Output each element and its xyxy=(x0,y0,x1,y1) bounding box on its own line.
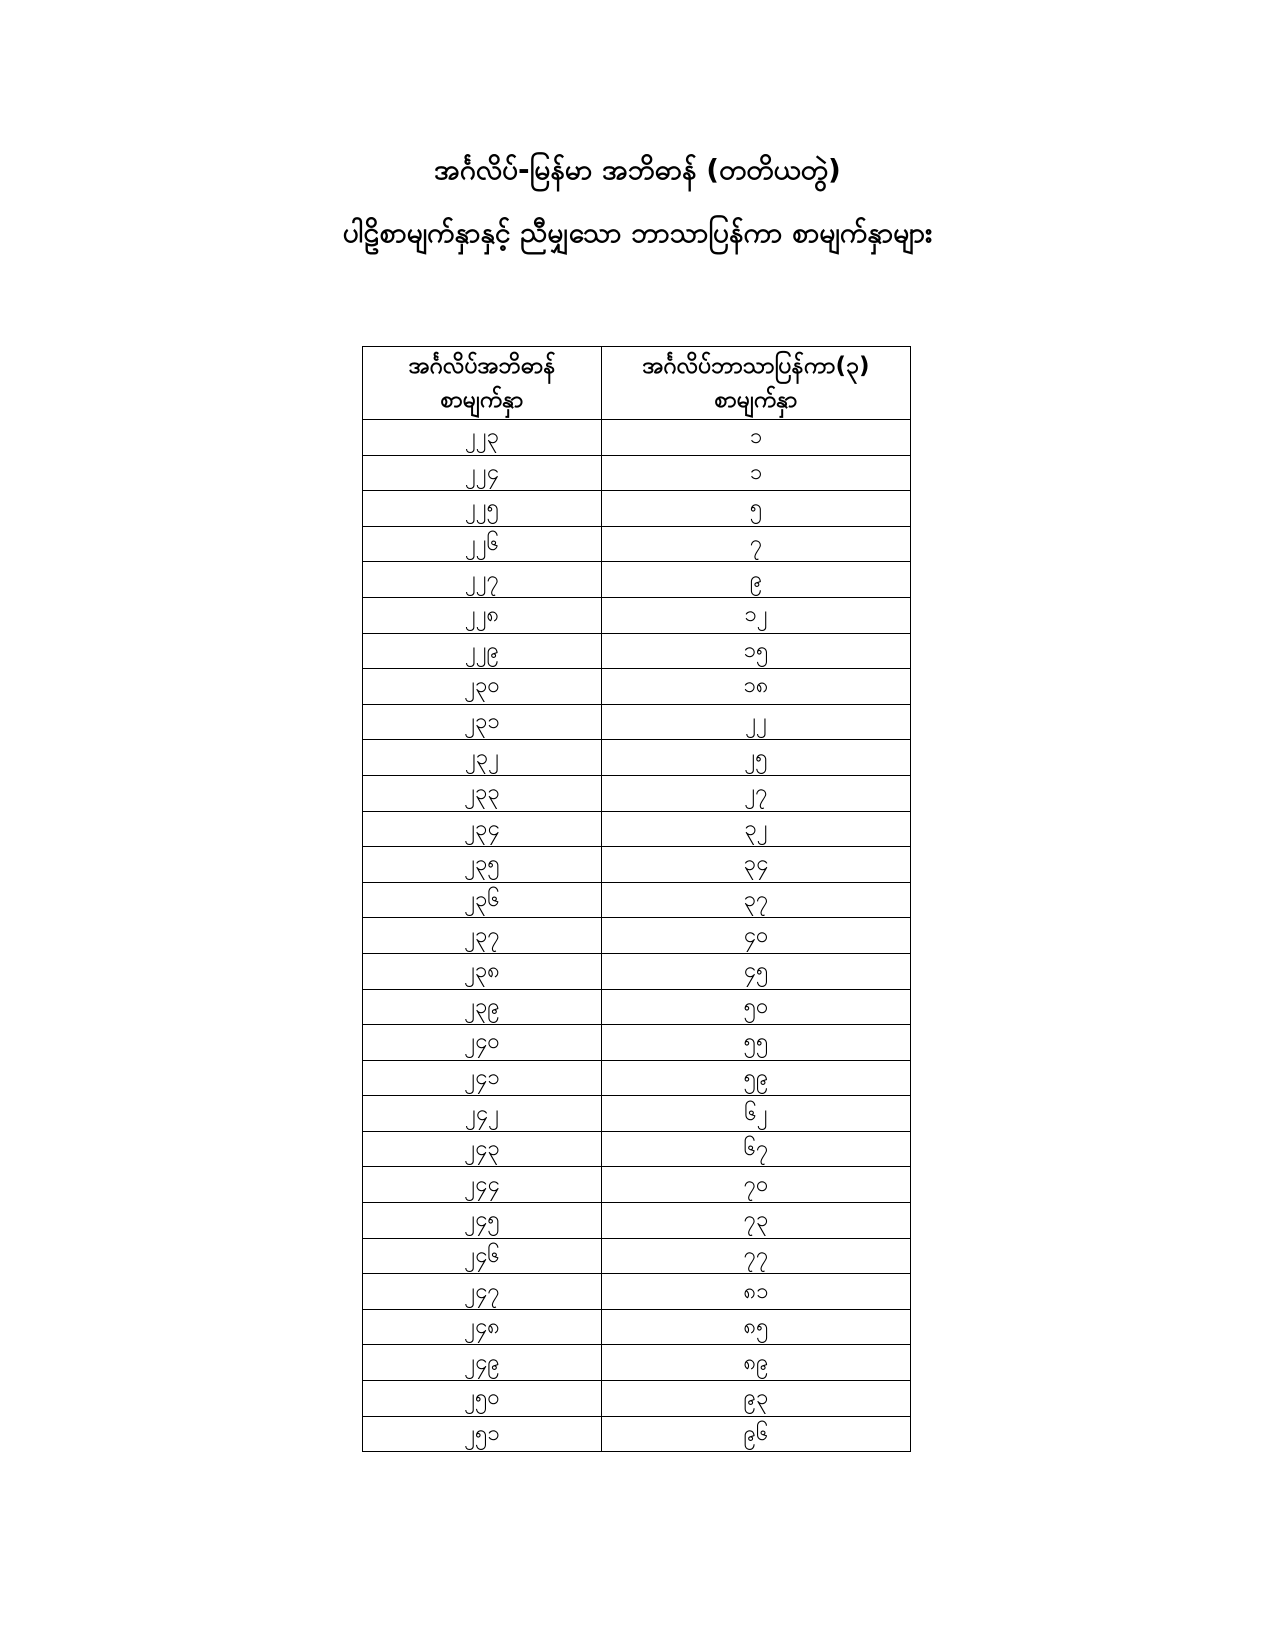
translation-page-cell: ၇၃ xyxy=(602,1203,911,1239)
translation-page-cell: ၄၀ xyxy=(602,918,911,954)
english-dictionary-page-cell: ၂၃၉ xyxy=(363,989,602,1025)
translation-page-cell: ၁၈ xyxy=(602,669,911,705)
translation-page-cell: ၁ xyxy=(602,420,911,456)
translation-page-cell: ၈၉ xyxy=(602,1345,911,1381)
table-row xyxy=(363,420,911,456)
translation-page-cell: ၅၉ xyxy=(602,1060,911,1096)
table-row xyxy=(363,811,911,847)
table-row xyxy=(363,953,911,989)
translation-page-cell: ၂၅ xyxy=(602,740,911,776)
table-row xyxy=(363,491,911,527)
english-dictionary-page-cell: ၂၄၂ xyxy=(363,1096,602,1132)
translation-page-cell: ၅၀ xyxy=(602,989,911,1025)
translation-page-cell: ၈၁ xyxy=(602,1274,911,1310)
translation-page-cell: ၂၇ xyxy=(602,775,911,811)
table-row xyxy=(363,1131,911,1167)
english-dictionary-page-cell: ၂၅၀ xyxy=(363,1381,602,1417)
english-dictionary-page-cell: ၂၃၅ xyxy=(363,847,602,883)
table-row xyxy=(363,526,911,562)
table-row xyxy=(363,1345,911,1381)
english-dictionary-page-cell: ၂၂၉ xyxy=(363,633,602,669)
column-header-line: အင်္ဂလိပ်ဘာသာပြန်ကာ(၃) xyxy=(642,353,870,379)
column-header-line: စာမျက်နှာ xyxy=(714,387,798,413)
english-dictionary-page-cell: ၂၄၉ xyxy=(363,1345,602,1381)
english-dictionary-page-cell: ၂၄၅ xyxy=(363,1203,602,1239)
table-row xyxy=(363,1167,911,1203)
page-concordance-table xyxy=(362,346,911,1452)
english-dictionary-page-cell: ၂၃၁ xyxy=(363,704,602,740)
translation-page-cell: ၅၅ xyxy=(602,1025,911,1061)
column-header-line: စာမျက်နှာ xyxy=(440,387,524,413)
table-row xyxy=(363,1416,911,1452)
english-dictionary-page-cell: ၂၂၇ xyxy=(363,562,602,598)
translation-page-cell: ၇၀ xyxy=(602,1167,911,1203)
english-dictionary-page-cell: ၂၂၄ xyxy=(363,455,602,491)
table-row xyxy=(363,989,911,1025)
english-dictionary-page-cell: ၂၄၁ xyxy=(363,1060,602,1096)
english-dictionary-page-cell: ၂၂၆ xyxy=(363,526,602,562)
english-dictionary-page-cell: ၂၅၁ xyxy=(363,1416,602,1452)
translation-page-cell: ၉ xyxy=(602,562,911,598)
table-row xyxy=(363,1203,911,1239)
english-dictionary-page-cell: ၂၃၆ xyxy=(363,882,602,918)
table-header-row xyxy=(363,347,911,420)
table-row xyxy=(363,918,911,954)
translation-page-cell: ၃၇ xyxy=(602,882,911,918)
table-row xyxy=(363,775,911,811)
english-dictionary-page-cell: ၂၃၃ xyxy=(363,775,602,811)
translation-page-cell: ၄၅ xyxy=(602,953,911,989)
english-dictionary-page-cell: ၂၄၄ xyxy=(363,1167,602,1203)
table-row xyxy=(363,847,911,883)
translation-page-cell: ၇၇ xyxy=(602,1238,911,1274)
english-dictionary-page-cell: ၂၄၃ xyxy=(363,1131,602,1167)
translation-page-cell: ၈၅ xyxy=(602,1309,911,1345)
english-dictionary-page-cell: ၂၃၇ xyxy=(363,918,602,954)
english-dictionary-page-cell: ၂၂၅ xyxy=(363,491,602,527)
page-subtitle: ပါဠိစာမျက်နှာနှင့် ညီမျှသော ဘာသာပြန်ကာ စာမျက်နှာများ xyxy=(342,216,933,249)
translation-page-cell: ၆၂ xyxy=(602,1096,911,1132)
table-row xyxy=(363,1060,911,1096)
table-row xyxy=(363,1274,911,1310)
english-dictionary-page-cell: ၂၄၆ xyxy=(363,1238,602,1274)
table-row xyxy=(363,1238,911,1274)
translation-page-cell: ၁၅ xyxy=(602,633,911,669)
table-row xyxy=(363,633,911,669)
table-row xyxy=(363,1381,911,1417)
table-row xyxy=(363,1309,911,1345)
english-dictionary-page-cell: ၂၄၀ xyxy=(363,1025,602,1061)
table-row xyxy=(363,1096,911,1132)
translation-page-cell: ၃၄ xyxy=(602,847,911,883)
table-row xyxy=(363,562,911,598)
translation-page-cell: ၉၃ xyxy=(602,1381,911,1417)
column-header-translation-page xyxy=(602,347,911,420)
table-body xyxy=(363,420,911,1452)
english-dictionary-page-cell: ၂၂၈ xyxy=(363,597,602,633)
english-dictionary-page-cell: ၂၃၈ xyxy=(363,953,602,989)
translation-page-cell: ၇ xyxy=(602,526,911,562)
english-dictionary-page-cell: ၂၄၇ xyxy=(363,1274,602,1310)
column-header-english-dictionary-page xyxy=(363,347,602,420)
translation-page-cell: ၉၆ xyxy=(602,1416,911,1452)
table-row xyxy=(363,455,911,491)
translation-page-cell: ၃၂ xyxy=(602,811,911,847)
table-row xyxy=(363,597,911,633)
english-dictionary-page-cell: ၂၃၀ xyxy=(363,669,602,705)
translation-page-cell: ၆၇ xyxy=(602,1131,911,1167)
translation-page-cell: ၅ xyxy=(602,491,911,527)
english-dictionary-page-cell: ၂၂၃ xyxy=(363,420,602,456)
english-dictionary-page-cell: ၂၃၂ xyxy=(363,740,602,776)
translation-page-cell: ၂၂ xyxy=(602,704,911,740)
table-row xyxy=(363,704,911,740)
table-row xyxy=(363,882,911,918)
table-row xyxy=(363,669,911,705)
translation-page-cell: ၁၂ xyxy=(602,597,911,633)
column-header-line: အင်္ဂလိပ်အဘိဓာန် xyxy=(408,353,556,379)
table-row xyxy=(363,740,911,776)
translation-page-cell: ၁ xyxy=(602,455,911,491)
page-title: အင်္ဂလိပ်-မြန်မာ အဘိဓာန် (တတိယတွဲ) xyxy=(434,153,841,186)
english-dictionary-page-cell: ၂၄၈ xyxy=(363,1309,602,1345)
english-dictionary-page-cell: ၂၃၄ xyxy=(363,811,602,847)
table-row xyxy=(363,1025,911,1061)
